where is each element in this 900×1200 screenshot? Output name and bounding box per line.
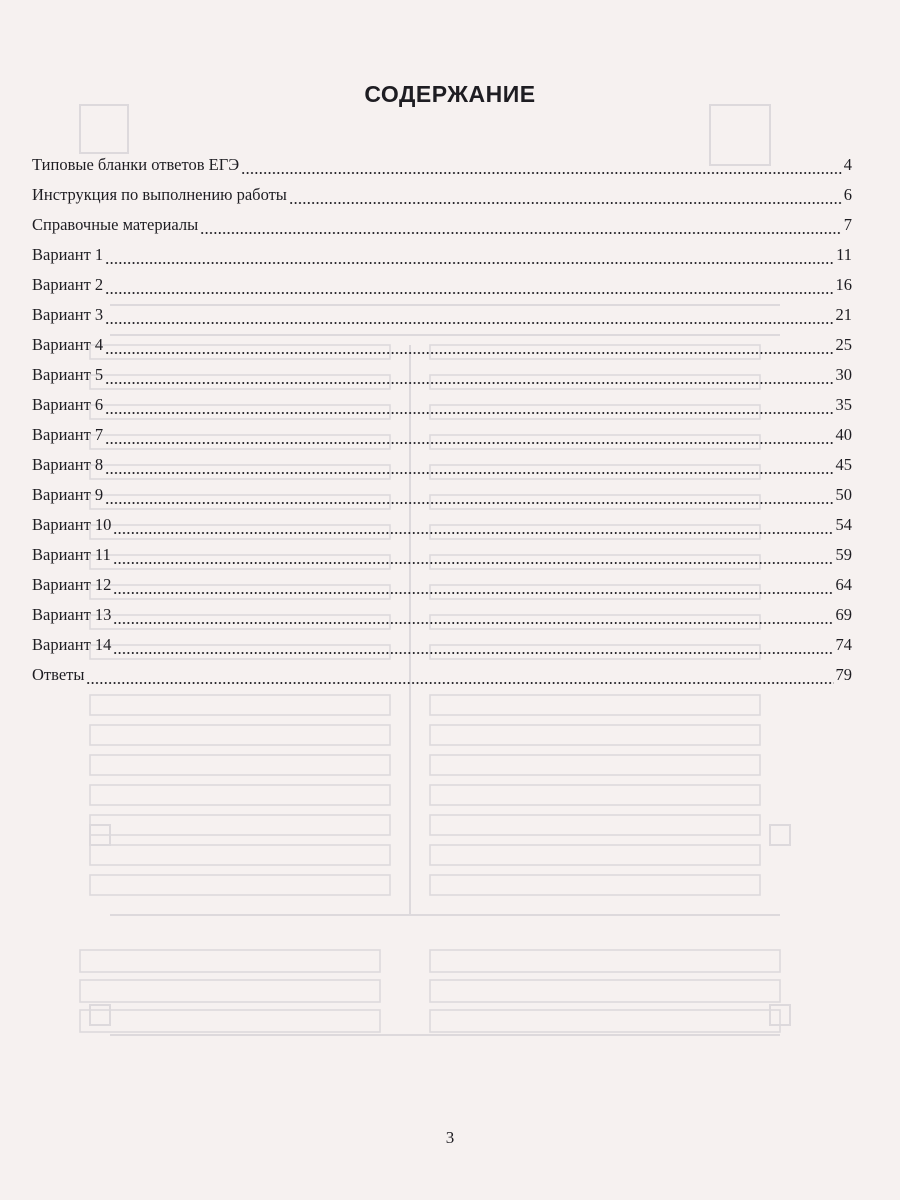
toc-entry-page: 4 [843, 155, 852, 174]
toc-entry-label: Вариант 13 [32, 605, 112, 624]
toc-entry-label: Вариант 3 [32, 305, 104, 324]
toc-leader-dots [113, 630, 833, 660]
toc-leader-dots [289, 180, 842, 210]
toc-entry[interactable] [32, 540, 852, 570]
toc-entry-label: Вариант 10 [32, 515, 112, 534]
toc-entry[interactable] [32, 210, 852, 240]
toc-leader-dots [241, 150, 842, 180]
toc-entry-label: Вариант 12 [32, 575, 112, 594]
toc-entry[interactable] [32, 600, 852, 630]
toc-entry-page: 30 [835, 365, 852, 384]
toc-entry-page: 40 [835, 425, 852, 444]
toc-entry-page: 25 [835, 335, 852, 354]
toc-entry[interactable] [32, 570, 852, 600]
toc-leader-dots [113, 510, 833, 540]
toc-leader-dots [113, 570, 833, 600]
toc-entry-label: Вариант 9 [32, 485, 104, 504]
toc-entry-label: Вариант 6 [32, 395, 104, 414]
toc-leader-dots [113, 600, 833, 630]
page-number: 3 [445, 1128, 455, 1147]
toc-entry[interactable] [32, 450, 852, 480]
toc-entry-page: 79 [835, 665, 852, 684]
toc-entry-page: 64 [835, 575, 852, 594]
toc-leader-dots [105, 270, 833, 300]
page-title: СОДЕРЖАНИЕ [364, 81, 536, 107]
toc-entry[interactable] [32, 330, 852, 360]
toc-entry-label: Типовые бланки ответов ЕГЭ [32, 155, 240, 174]
toc-entry[interactable] [32, 480, 852, 510]
toc-entry-label: Справочные материалы [32, 215, 199, 234]
toc-entry-label: Вариант 1 [32, 245, 104, 264]
toc-entry-label: Инструкция по выполнению работы [32, 185, 287, 204]
toc-leader-dots [105, 330, 833, 360]
toc-entry[interactable] [32, 360, 852, 390]
toc-entry-page: 21 [835, 305, 852, 324]
toc-entry[interactable] [32, 510, 852, 540]
toc-entry-page: 59 [835, 545, 852, 564]
toc-entry-label: Ответы [32, 665, 85, 684]
toc-entry-label: Вариант 4 [32, 335, 104, 354]
toc-entry[interactable] [32, 390, 852, 420]
toc-entry-page: 6 [843, 185, 852, 204]
toc-entry[interactable] [32, 630, 852, 660]
toc-entry[interactable] [32, 150, 852, 180]
toc-entry-page: 54 [835, 515, 852, 534]
toc-entry-label: Вариант 11 [32, 545, 111, 564]
toc-leader-dots [105, 300, 833, 330]
toc-entry-page: 7 [843, 215, 852, 234]
toc-entry-page: 45 [835, 455, 852, 474]
toc-entry-page: 50 [835, 485, 852, 504]
toc-entry-label: Вариант 14 [32, 635, 112, 654]
toc-entry[interactable] [32, 420, 852, 450]
table-of-contents [32, 150, 852, 690]
toc-leader-dots [105, 360, 833, 390]
toc-entry[interactable] [32, 300, 852, 330]
toc-entry-label: Вариант 7 [32, 425, 104, 444]
toc-entry[interactable] [32, 270, 852, 300]
toc-entry-page: 35 [835, 395, 852, 414]
toc-entry-label: Вариант 8 [32, 455, 104, 474]
toc-entry-label: Вариант 5 [32, 365, 104, 384]
toc-entry[interactable] [32, 180, 852, 210]
toc-entry-label: Вариант 2 [32, 275, 104, 294]
toc-entry-page: 16 [835, 275, 852, 294]
toc-leader-dots [105, 390, 833, 420]
toc-leader-dots [86, 660, 833, 690]
toc-leader-dots [105, 240, 834, 270]
toc-entry[interactable] [32, 240, 852, 270]
toc-entry-page: 74 [835, 635, 852, 654]
toc-leader-dots [113, 540, 834, 570]
toc-leader-dots [105, 420, 833, 450]
toc-entry-page: 69 [835, 605, 852, 624]
toc-entry[interactable] [32, 660, 852, 690]
toc-entry-page: 11 [836, 245, 852, 264]
toc-leader-dots [105, 450, 833, 480]
toc-leader-dots [200, 210, 842, 240]
toc-leader-dots [105, 480, 833, 510]
